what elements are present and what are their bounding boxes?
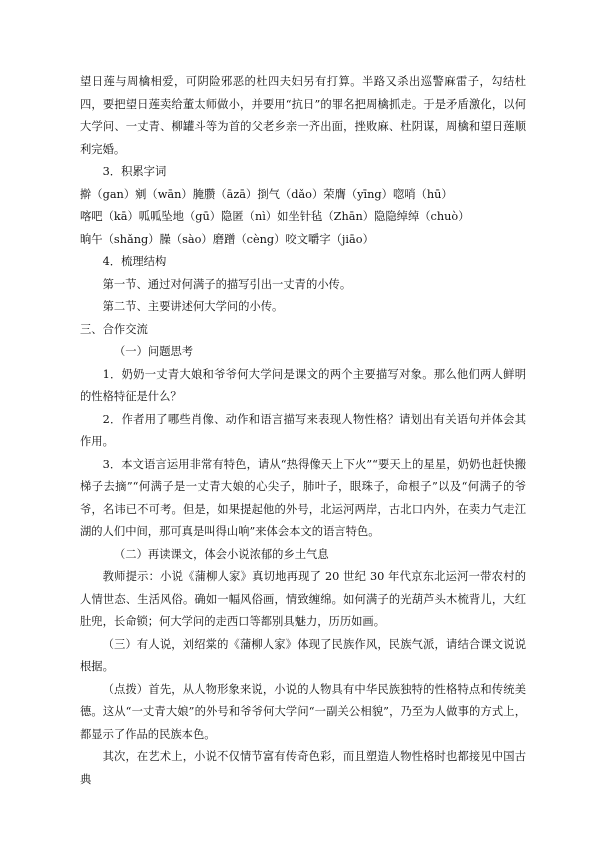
section-heading-cooperation: 三、合作交流 <box>80 322 148 336</box>
guidance-paragraph: （点拨）首先，从人物形象来说，小说的人物具有中华民族独特的性格特点和传统美德。这从“一丈青大娘”的外号和爷爷何大学问“一副关公相貌”，乃至为人做事的方式上，都显示了作品的民族本色。 <box>80 682 526 741</box>
structure-section-1: 第一节、通过对何满子的描写引出一丈青的小传。 <box>102 277 352 291</box>
subheading-questions: （一）问题思考 <box>114 345 194 358</box>
teacher-tip-paragraph: 教师提示：小说《蒲柳人家》真切地再现了 20 世纪 30 年代京东北运河一带农村的人情世态、生活风俗。确如一幅风俗画，情致缠绵。如何满子的光葫芦头木梳背儿，大红肚兜，长命锁；何大学问的走西口等都别具魅力，历历如画。 <box>80 570 526 628</box>
question-1: 1．奶奶一丈青大娘和爷爷何大学问是课文的两个主要描写对象。那么他们两人鲜明的性格特征是什么？ <box>80 367 526 403</box>
document-body <box>80 71 526 791</box>
question-2: 2．作者用了哪些肖像、动作和语言描写来表现人物性格？请划出有关语句并体会其作用。 <box>80 412 526 448</box>
story-summary-paragraph: 望日莲与周檎相爱，可阴险邪恶的杜四夫妇另有打算。半路又杀出巡警麻雷子，勾结杜四，要把望日莲卖给董太师做小，并要用“抗日”的罪名把周檎抓走。于是矛盾激化，以何大学问、一丈青、柳罐斗等为首的父老乡亲一齐出面，挫败麻、杜阴谋，周檎和望日莲顺利完婚。 <box>80 75 526 156</box>
subheading-national-style: （三）有人说，刘绍棠的《蒲柳人家》体现了民族作风，民族气派，请结合课文说说根据。 <box>80 637 526 673</box>
question-3: 3．本文语言运用非常有特色，请从“热得像天上下火”“要天上的星星，奶奶也赶快搬梯子去摘”“何满子是一丈青大娘的心尖子，肺叶子，眼珠子，命根子”以及“何满子的爷爷，名讳已不可考。但是，如果提起他的外号，北运河两岸，古北口内外，在卖力气走江湖的人们中间，那可真是叫得山响”来体会本文的语言特色。 <box>80 457 526 538</box>
heading-accumulate-words: 3．积累字词 <box>102 165 167 178</box>
subheading-reread: （二）再读课文，体会小说浓郁的乡土气息 <box>114 547 329 561</box>
vocab-line-1: 擀（gan）剜（wān）腌臜（āzā）捯气（dǎo）荣膺（yīng）唿哨（hū） <box>80 187 453 201</box>
vocab-line-3: 晌午（shǎng）臊（sào）磨蹭（cèng）咬文嚼字（jiāo） <box>80 232 374 246</box>
structure-section-2: 第二节、主要讲述何大学问的小传。 <box>102 300 284 313</box>
art-paragraph: 其次，在艺术上，小说不仅情节富有传奇色彩，而且塑造人物性格时也都接见中国古典 <box>80 750 526 786</box>
vocab-line-2: 喀吧（kā）呱呱坠地（gū）隐匿（nì）如坐针毡（Zhān）隐隐绰绰（chuò） <box>80 210 470 223</box>
heading-structure: 4．梳理结构 <box>102 255 167 268</box>
